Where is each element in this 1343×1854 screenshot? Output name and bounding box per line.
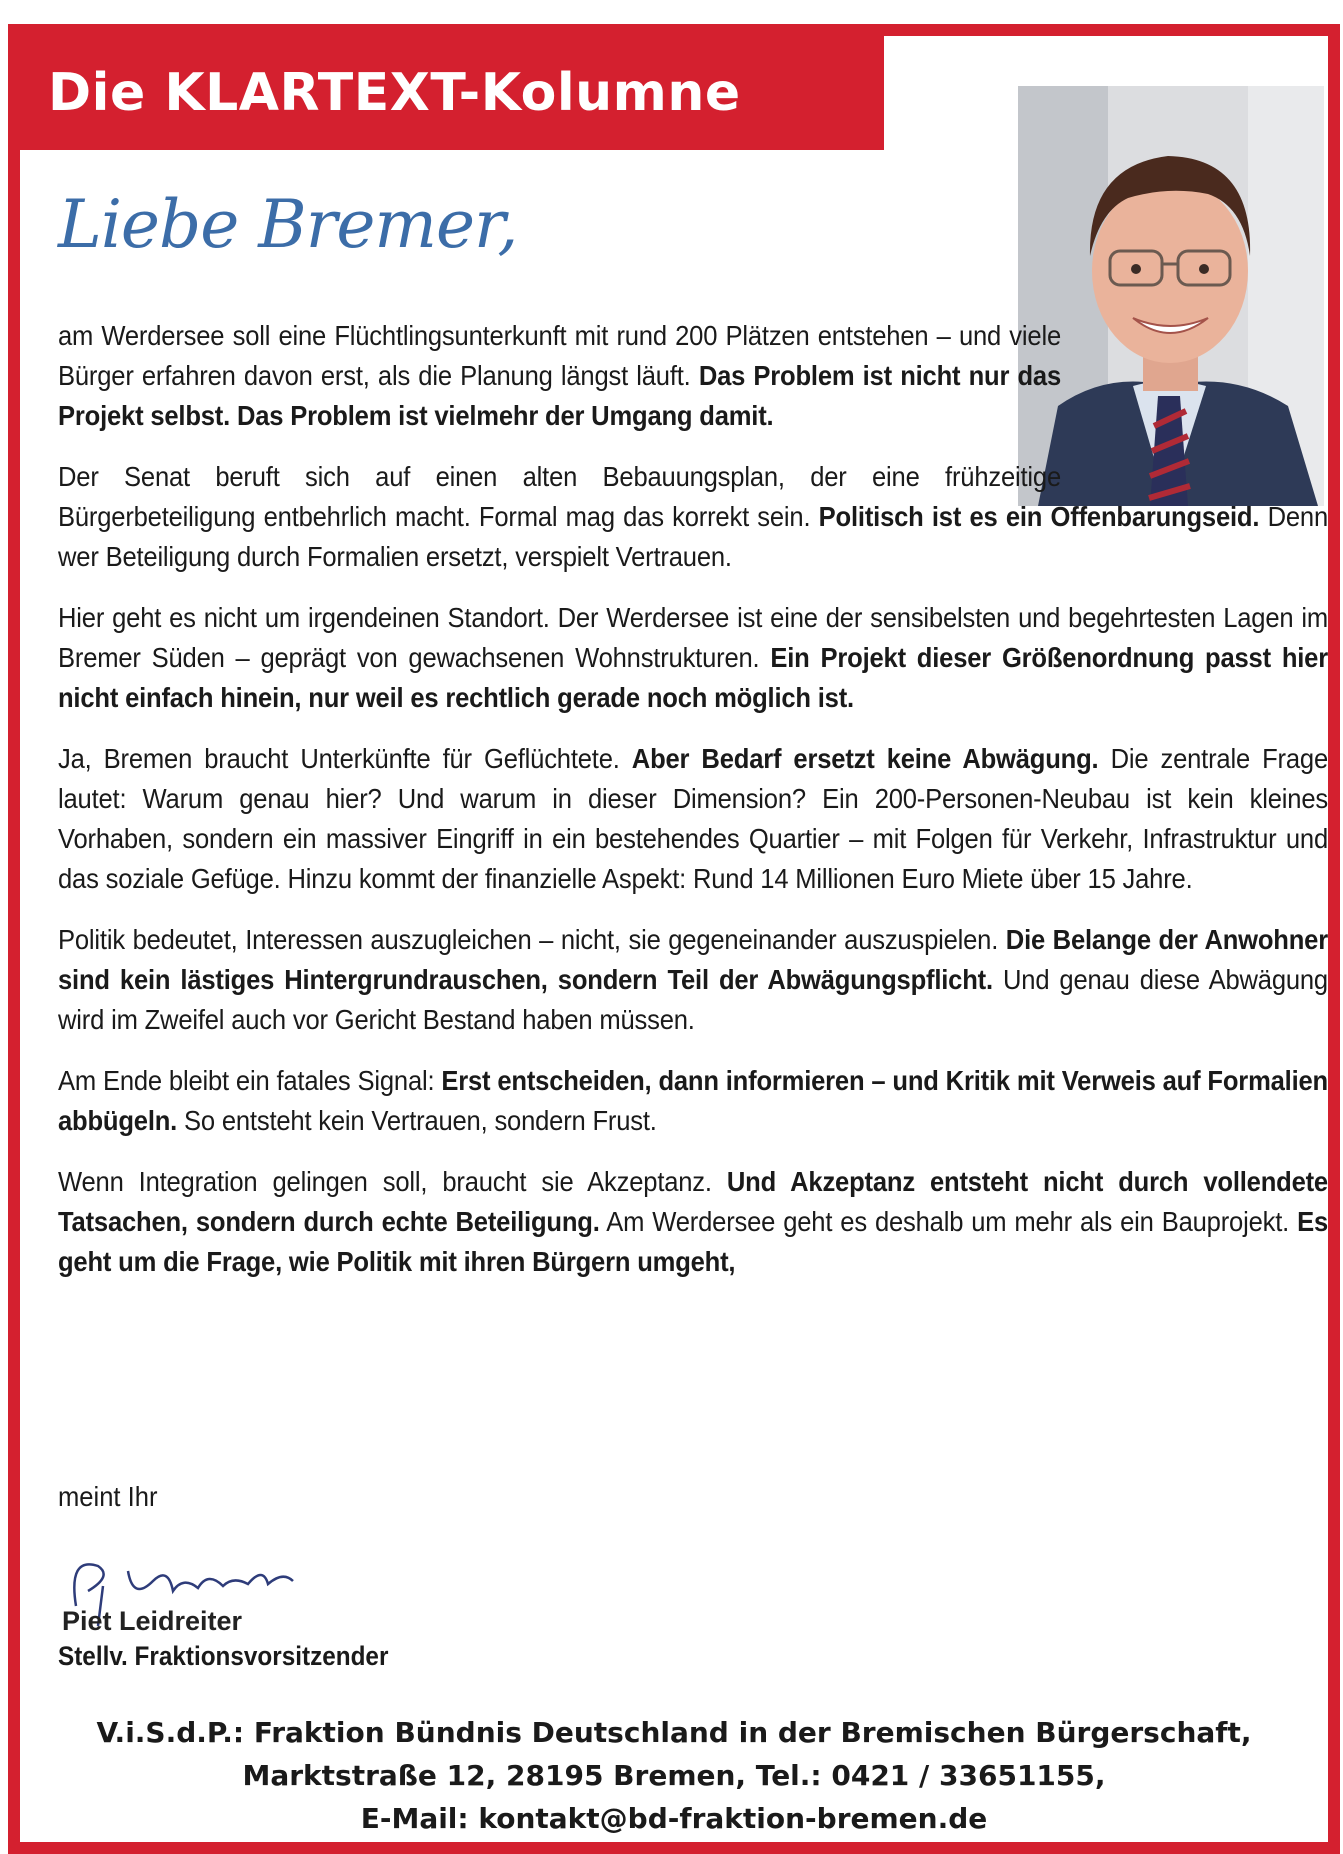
bold-text-segment: Aber Bedarf ersetzt keine Abwägung. — [631, 743, 1099, 774]
article-body — [58, 316, 1328, 1303]
text-segment: Ja, Bremen braucht Unterkünfte für Geflüchtete. — [58, 743, 632, 774]
signature-name: Piet Leidreiter — [62, 1606, 243, 1636]
article-paragraph — [58, 920, 1328, 1040]
bold-text-segment: Ein Projekt dieser Größenordnung passt hier nicht einfach hinein, nur weil es rechtlich gerade noch möglich ist. — [58, 642, 1329, 713]
closing-phrase: meint Ihr — [58, 1481, 158, 1512]
text-segment: Hier geht es nicht um irgendeinen Standort. Der Werdersee ist eine der sensibelsten und begehrtesten Lagen im Bremer Süden – geprägt von gewachsenen Wohnstrukturen. — [58, 602, 1328, 673]
bold-text-segment: Erst entscheiden, dann informieren – und Kritik mit Verweis auf Formalien abbügeln. — [58, 1065, 1328, 1136]
article-paragraph — [58, 739, 1328, 899]
imprint-line-2: Marktstraße 12, 28195 Bremen, Tel.: 0421 / 33651155, — [242, 1759, 1106, 1792]
text-segment: Am Ende bleibt ein fatales Signal: — [58, 1065, 442, 1096]
bold-text-segment: Die Belange der Anwohner sind kein lästiges Hintergrundrauschen, sondern Teil der Abwägungspflicht. — [58, 924, 1328, 995]
bold-text-segment: Es geht um die Frage, wie Politik mit ihren Bürgern umgeht, — [58, 1206, 1329, 1277]
bold-text-segment: Und Akzeptanz entsteht nicht durch vollendete Tatsachen, sondern durch echte Beteiligung. — [58, 1166, 1328, 1237]
signature-image — [58, 1546, 318, 1636]
photo-wrap-spacer — [1061, 457, 1328, 497]
bold-text-segment: Das Problem ist nicht nur das Projekt selbst. Das Problem ist vielmehr der Umgang damit. — [58, 360, 1061, 431]
text-segment: Die zentrale Frage lautet: Warum genau hier? Und warum in dieser Dimension? Ein 200-Personen-Neubau ist kein kleines Vorhaben, sondern ein massiver Eingriff in ein bestehendes Quartier – mit Folgen für Verkehr, Infrastruktur und das soziale Gefüge. Hinzu kommt der finanzielle Aspekt: Rund 14 Millionen Euro Miete über 15 Jahre. — [58, 743, 1328, 894]
handwritten-signature — [58, 1546, 318, 1636]
text-segment: Politik bedeutet, Interessen auszugleichen – nicht, sie gegeneinander auszuspielen. — [58, 924, 1006, 955]
text-segment: Denn wer Beteiligung durch Formalien ersetzt, verspielt Vertrauen. — [58, 501, 1328, 572]
column-title: Die KLARTEXT-Kolumne — [20, 36, 884, 150]
text-segment: Der Senat beruft sich auf einen alten Bebauungsplan, der eine frühzeitige Bürgerbeteiligung entbehrlich macht. Formal mag das korrekt sein. — [58, 461, 1061, 532]
text-segment: So entsteht kein Vertrauen, sondern Frust. — [177, 1105, 657, 1136]
column-frame — [8, 24, 1340, 1854]
article-paragraph — [58, 457, 1328, 577]
text-segment: Wenn Integration gelingen soll, braucht sie Akzeptanz. — [58, 1166, 727, 1197]
text-segment: am Werdersee soll eine Flüchtlingsunterkunft mit rund 200 Plätzen entstehen – und viele Bürger erfahren davon erst, als die Planung längst läuft. — [58, 320, 1061, 391]
bold-text-segment: Politisch ist es ein Offenbarungseid. — [818, 501, 1260, 532]
imprint-line-3: E-Mail: kontakt@bd-fraktion-bremen.de — [360, 1802, 988, 1835]
text-segment: Am Werdersee geht es deshalb um mehr als ein Bauprojekt. — [599, 1206, 1298, 1237]
article-paragraph — [58, 316, 1061, 436]
signer-role: Stellv. Fraktionsvorsitzender — [58, 1641, 389, 1671]
article-paragraph — [58, 1162, 1328, 1282]
article-paragraph — [58, 598, 1328, 718]
imprint-footer — [20, 1711, 1328, 1840]
imprint-line-1: V.i.S.d.P.: Fraktion Bündnis Deutschland in der Bremischen Bürgerschaft, — [96, 1716, 1252, 1749]
greeting: Liebe Bremer, — [58, 186, 518, 263]
text-segment: Und genau diese Abwägung wird im Zweifel auch vor Gericht Bestand haben müssen. — [58, 964, 1328, 1035]
article-paragraph — [58, 1061, 1328, 1141]
